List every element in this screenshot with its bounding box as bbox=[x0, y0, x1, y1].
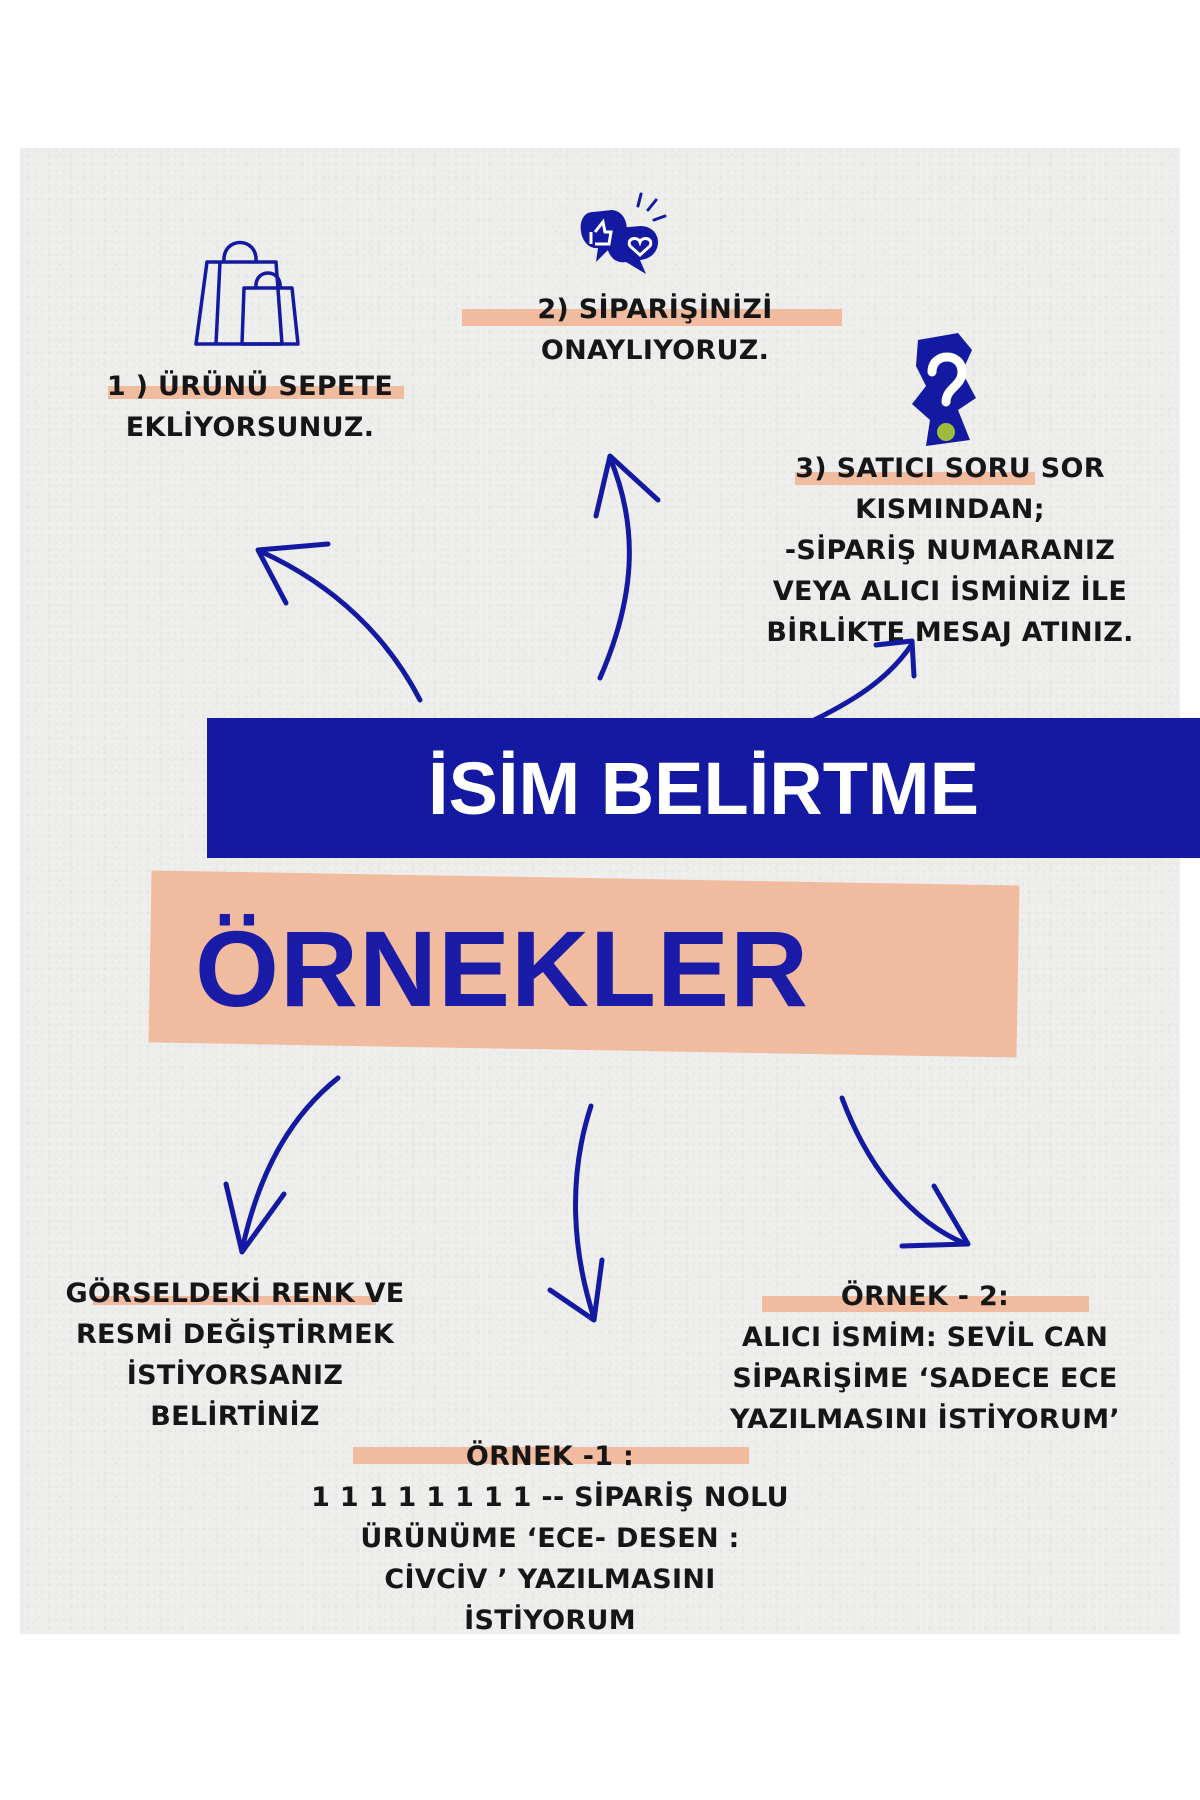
example1-line: CİVCİV ’ YAZILMASINI bbox=[384, 1564, 716, 1595]
note-left-line: İSTİYORSANIZ bbox=[126, 1360, 344, 1391]
step3-line: 3) SATICI SORU SOR bbox=[795, 453, 1105, 484]
step3-line: VEYA ALICI İSMİNİZ İLE bbox=[772, 576, 1128, 607]
step3-line: BİRLİKTE MESAJ ATINIZ. bbox=[766, 617, 1134, 648]
example1-line: ÜRÜNÜME ‘ECE- DESEN : bbox=[360, 1523, 740, 1554]
arrow-to-note-left-head bbox=[226, 1184, 284, 1252]
example2-line: YAZILMASINI İSTİYORUM’ bbox=[730, 1404, 1120, 1435]
shopping-bags-icon bbox=[196, 243, 298, 345]
note-left-line: GÖRSELDEKİ RENK VE bbox=[65, 1278, 405, 1309]
step1-line: 1 ) ÜRÜNÜ SEPETE bbox=[106, 371, 394, 402]
arrow-to-step3 bbox=[806, 644, 912, 724]
examples-title: ÖRNEKLER bbox=[195, 908, 810, 1029]
example1-line: ÖRNEK -1 : bbox=[465, 1441, 635, 1472]
arrow-to-step2 bbox=[600, 458, 629, 678]
note-left-line: BELİRTİNİZ bbox=[150, 1401, 320, 1432]
arrow-to-example1 bbox=[576, 1106, 594, 1318]
step1-line: EKLİYORSUNUZ. bbox=[125, 412, 375, 443]
arrow-to-note-left bbox=[242, 1078, 338, 1250]
example1-line: 1 1 1 1 1 1 1 1 -- SİPARİŞ NOLU bbox=[311, 1482, 789, 1513]
example2-line: ÖRNEK - 2: bbox=[840, 1281, 1010, 1312]
arrow-to-example2-head bbox=[902, 1186, 968, 1246]
step3-line: -SİPARİŞ NUMARANIZ bbox=[784, 535, 1116, 566]
example2-line: SİPARİŞİME ‘SADECE ECE bbox=[732, 1363, 1118, 1394]
step3-line: KISMINDAN; bbox=[855, 494, 1045, 525]
like-love-chat-icon bbox=[581, 194, 665, 274]
arrow-to-step1 bbox=[262, 552, 420, 700]
banner-title: İSİM BELİRTME bbox=[428, 746, 979, 830]
example2-line: ALICI İSMİM: SEVİL CAN bbox=[741, 1322, 1109, 1353]
note-left-line: RESMİ DEĞİŞTİRMEK bbox=[75, 1319, 395, 1350]
step2-line: ONAYLIYORUZ. bbox=[540, 335, 770, 366]
arrow-to-example1-head bbox=[550, 1260, 602, 1320]
step2-line: 2) SİPARİŞİNİZİ bbox=[537, 294, 773, 325]
question-mark-icon bbox=[912, 333, 976, 446]
arrow-to-example2 bbox=[842, 1098, 966, 1244]
example1-line: İSTİYORUM bbox=[464, 1605, 636, 1636]
